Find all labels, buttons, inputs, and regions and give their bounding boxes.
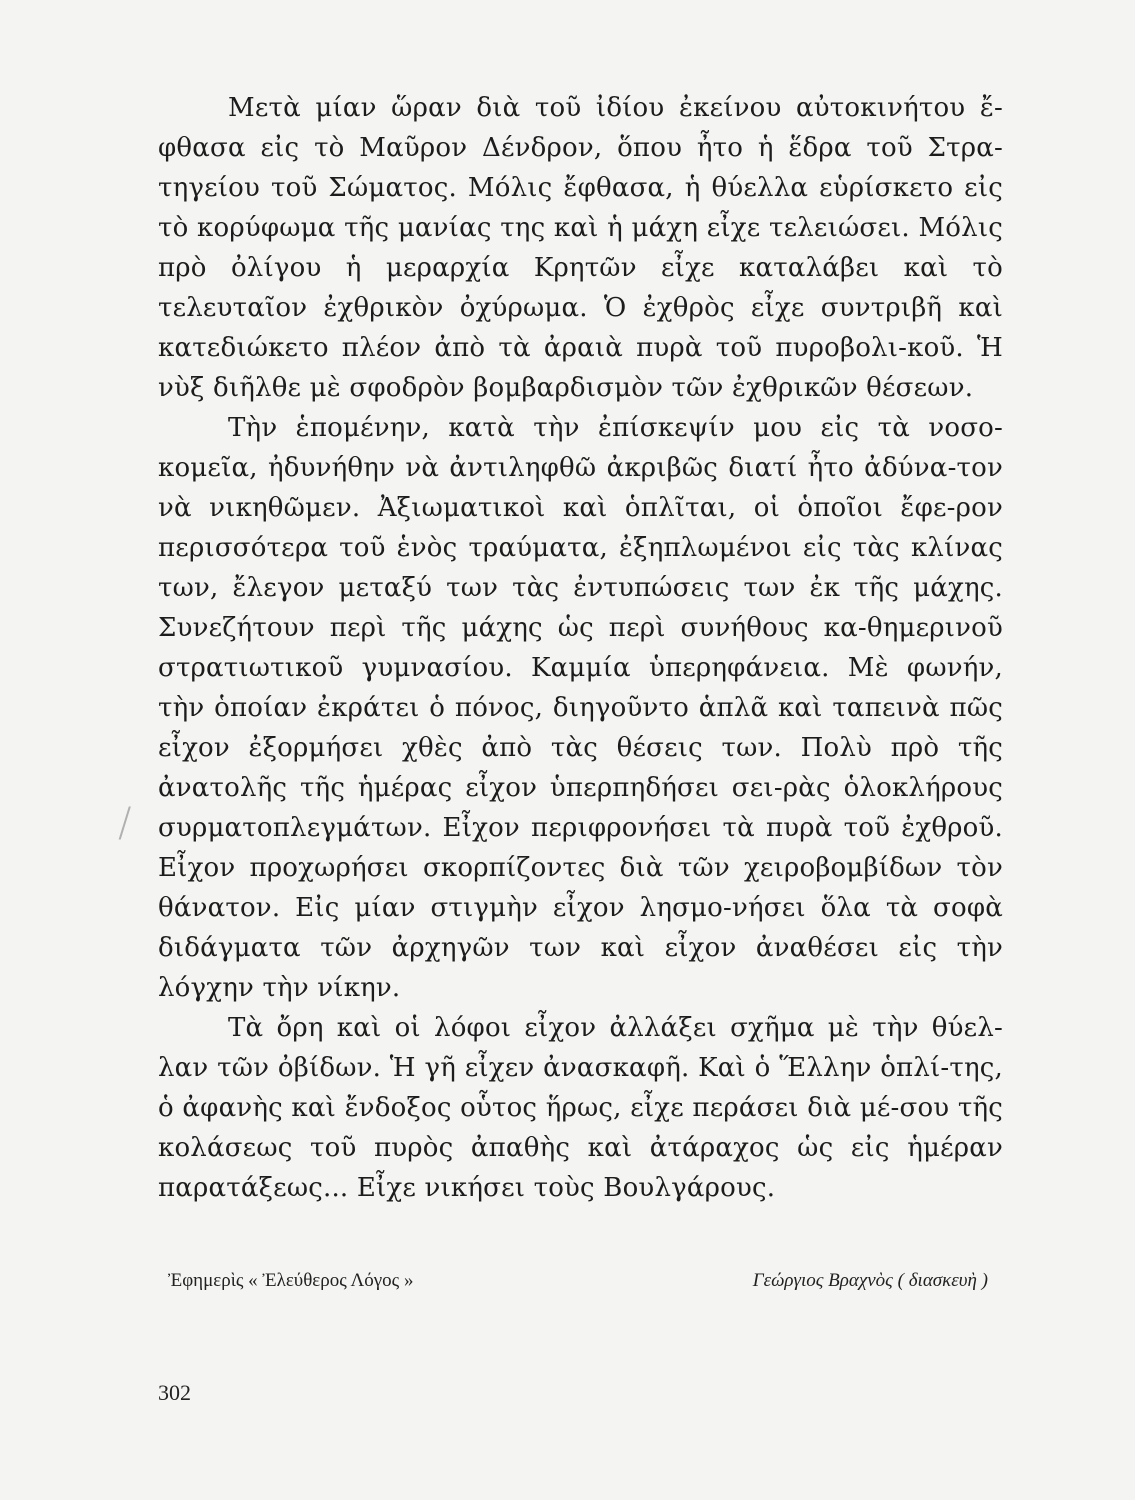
author-credit: Γεώργιος Βραχνὸς ( διασκευὴ ) bbox=[752, 1270, 988, 1291]
source-citation: Ἐφημερὶς « Ἐλεύθερος Λόγος » bbox=[168, 1270, 414, 1291]
body-text bbox=[158, 88, 1003, 1208]
page-number: 302 bbox=[158, 1380, 191, 1405]
citation-footer bbox=[168, 1270, 988, 1292]
paragraph-1: Μετὰ μίαν ὥραν διὰ τοῦ ἰδίου ἐκείνου αὐτοκινήτου ἔ-φθασα εἰς τὸ Μαῦρον Δένδρον, ὅπου ἦτο ἡ ἕδρα τοῦ Στρα-τηγείου τοῦ Σώματος. Μόλις ἔφθασα, ἡ θύελλα εὑρίσκετο εἰς τὸ κορύφωμα τῆς μανίας της καὶ ἡ μάχη εἶχε τελειώσει. Μόλις πρὸ ὀλίγου ἡ μεραρχία Κρητῶν εἶχε καταλάβει καὶ τὸ τελευταῖον ἐχθρικὸν ὀχύρωμα. Ὁ ἐχθρὸς εἶχε συντριβῆ καὶ κατεδιώκετο πλέον ἀπὸ τὰ ἀραιὰ πυρὰ τοῦ πυροβολι-κοῦ. Ἡ νὺξ διῆλθε μὲ σφοδρὸν βομβαρδισμὸν τῶν ἐχθρικῶν θέσεων. bbox=[158, 93, 1003, 403]
pencil-bracket-mark: / bbox=[118, 800, 132, 846]
paragraph-3: Τὰ ὄρη καὶ οἱ λόφοι εἶχον ἀλλάξει σχῆμα μὲ τὴν θύελ-λαν τῶν ὀβίδων. Ἡ γῆ εἶχεν ἀνασκαφῆ. Καὶ ὁ Ἕλλην ὁπλί-της, ὁ ἀφανὴς καὶ ἔνδοξος οὗτος ἥρως, εἶχε περάσει διὰ μέ-σου τῆς κολάσεως τοῦ πυρὸς ἀπαθὴς καὶ ἀτάραχος ὡς εἰς ἡμέραν παρατάξεως... Εἶχε νικήσει τοὺς Βουλγάρους. bbox=[158, 1013, 1003, 1203]
paragraph-2: Τὴν ἑπομένην, κατὰ τὴν ἐπίσκεψίν μου εἰς τὰ νοσο-κομεῖα, ἠδυνήθην νὰ ἀντιληφθῶ ἀκριβῶς διατί ἦτο ἀδύνα-τον νὰ νικηθῶμεν. Ἀξιωματικοὶ καὶ ὁπλῖται, οἱ ὁποῖοι ἔφε-ρον περισσότερα τοῦ ἑνὸς τραύματα, ἐξηπλωμένοι εἰς τὰς κλίνας των, ἔλεγον μεταξύ των τὰς ἐντυπώσεις των ἐκ τῆς μάχης. Συνεζήτουν περὶ τῆς μάχης ὡς περὶ συνήθους κα-θημερινοῦ στρατιωτικοῦ γυμνασίου. Καμμία ὑπερηφάνεια. Μὲ φωνήν, τὴν ὁποίαν ἐκράτει ὁ πόνος, διηγοῦντο ἁπλᾶ καὶ ταπεινὰ πῶς εἶχον ἐξορμήσει χθὲς ἀπὸ τὰς θέσεις των. Πολὺ πρὸ τῆς ἀνατολῆς τῆς ἡμέρας εἶχον ὑπερπηδήσει σει-ρὰς ὁλοκλήρους συρματοπλεγμάτων. Εἶχον περιφρονήσει τὰ πυρὰ τοῦ ἐχθροῦ. Εἶχον προχωρήσει σκορπίζοντες διὰ τῶν χειροβομβίδων τὸν θάνατον. Εἰς μίαν στιγμὴν εἶχον λησμο-νήσει ὅλα τὰ σοφὰ διδάγματα τῶν ἀρχηγῶν των καὶ εἶχον ἀναθέσει εἰς τὴν λόγχην τὴν νίκην. bbox=[158, 413, 1003, 1003]
